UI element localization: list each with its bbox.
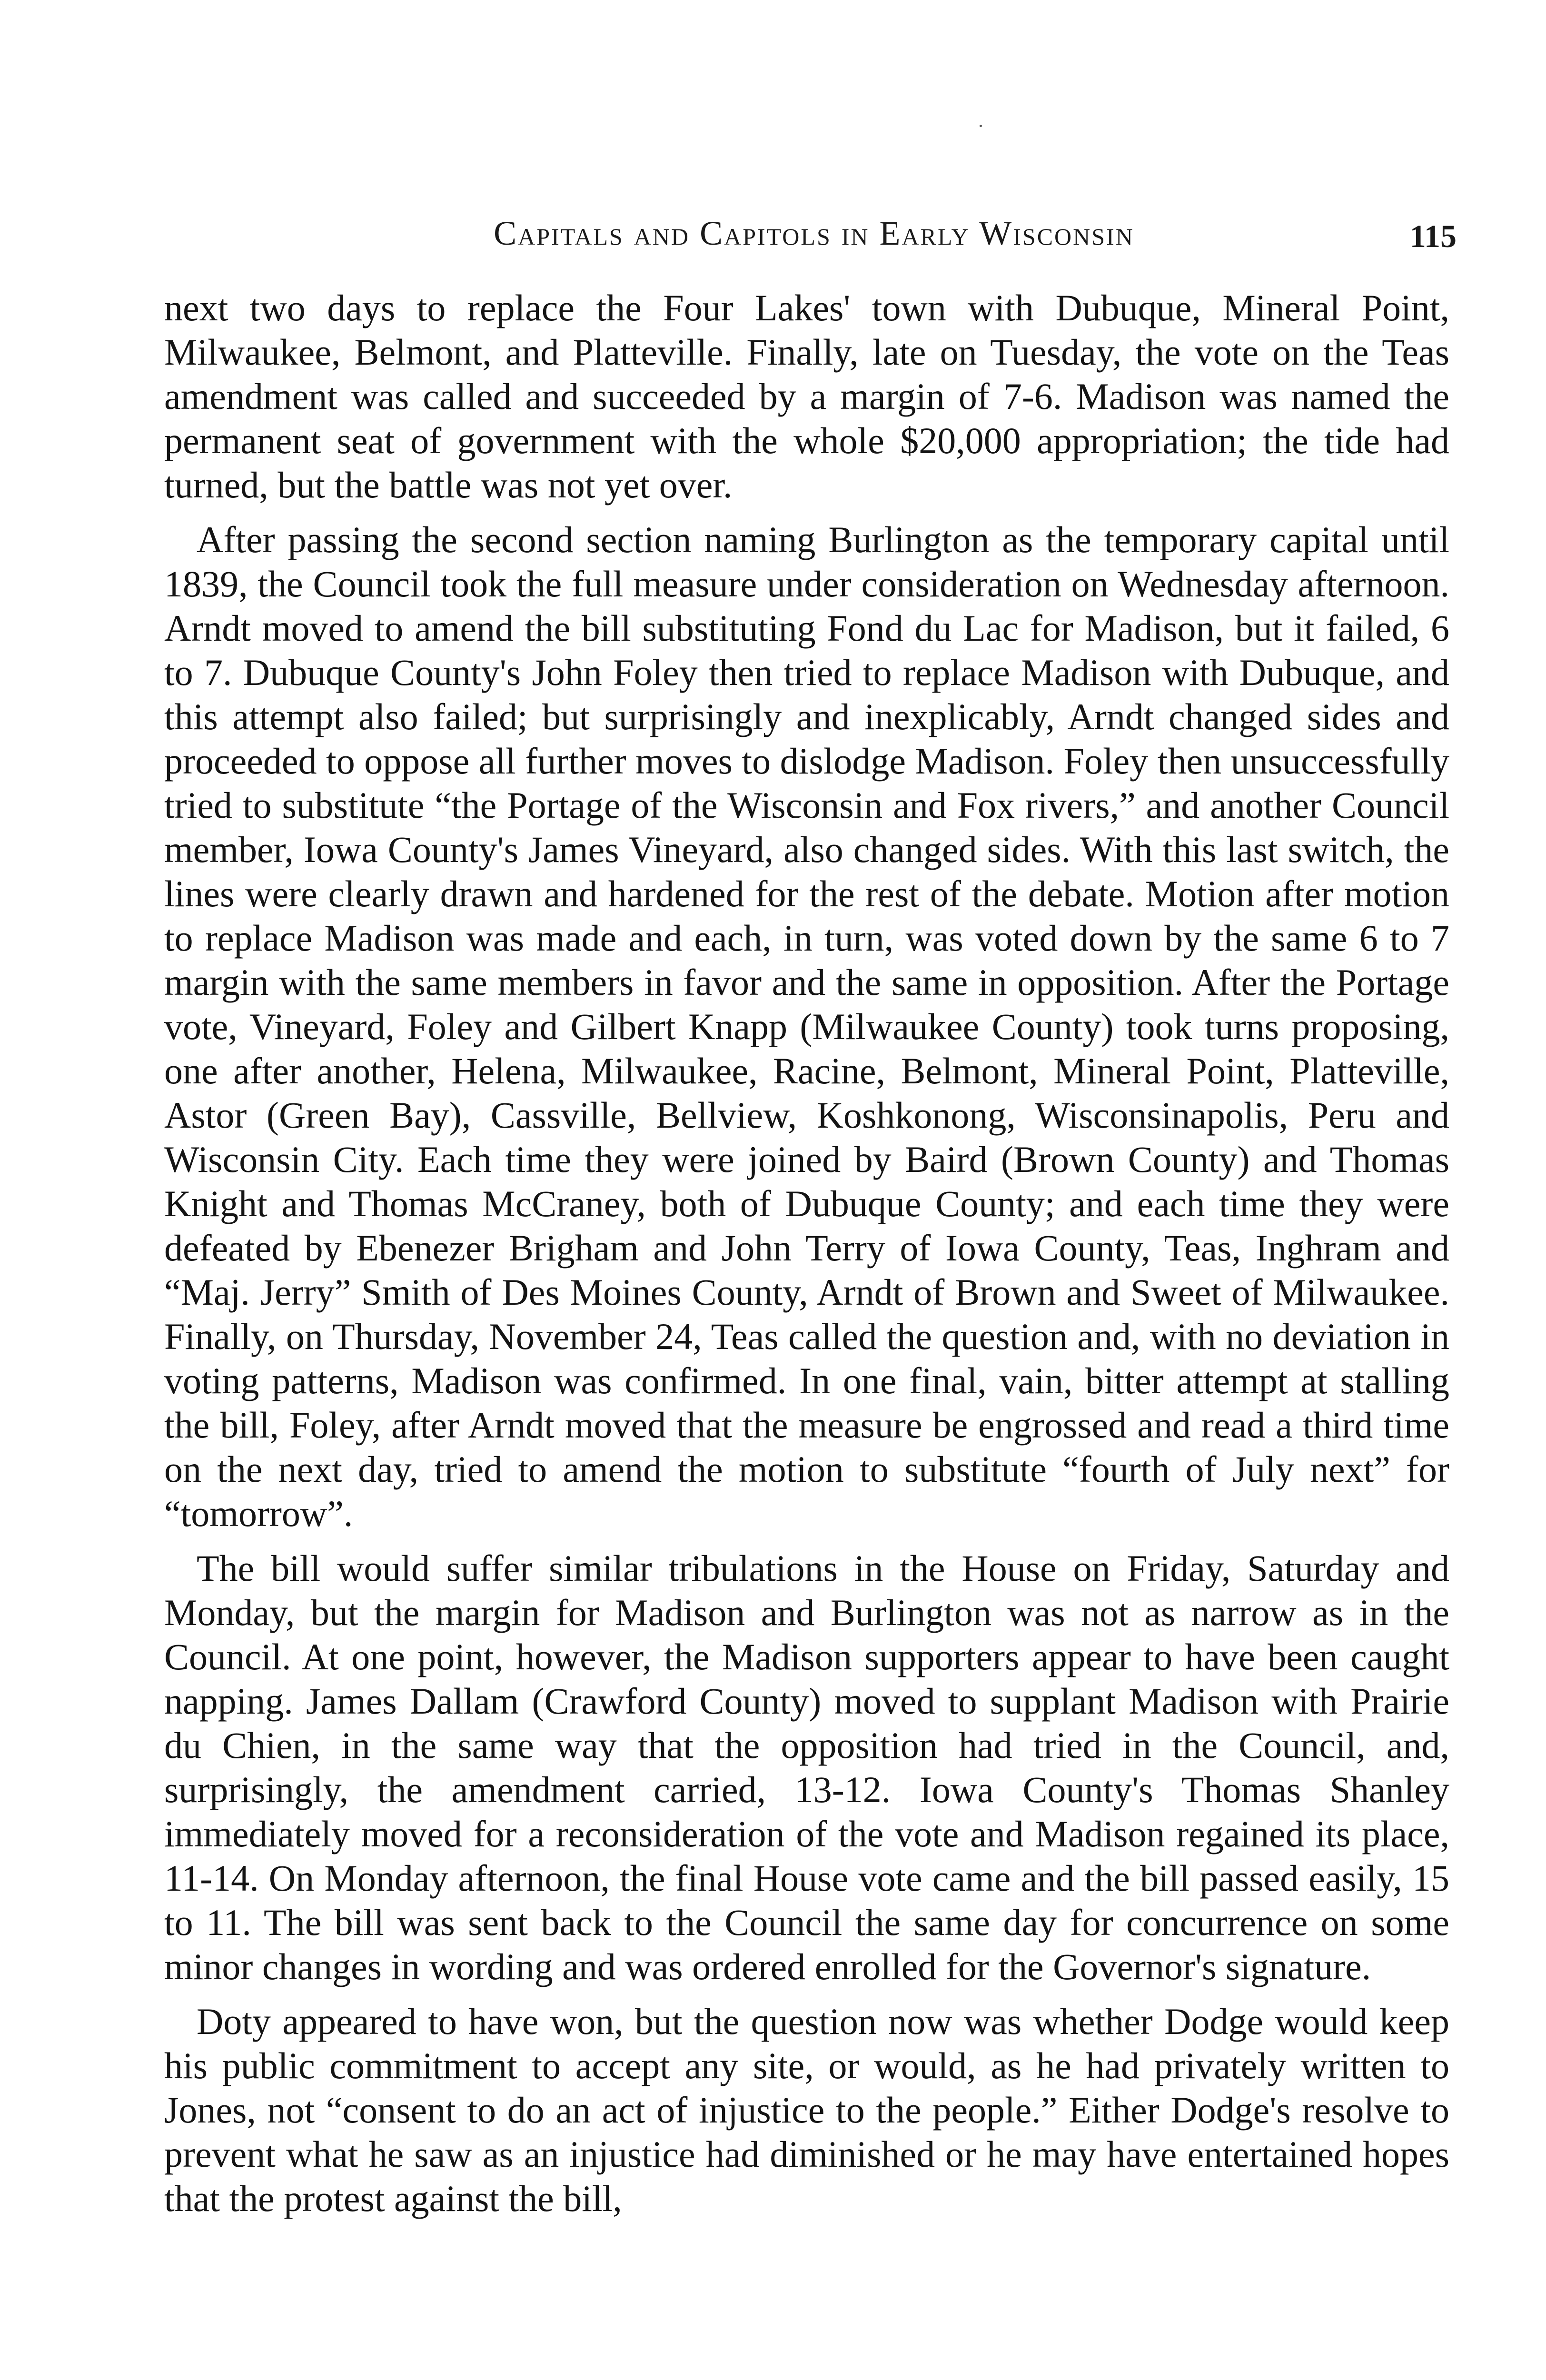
- paragraph-3: The bill would suffer similar tribulations in the House on Friday, Saturday and Monday, but the margin for Madison and Burlington was not as narrow as in the Council. At one point, however, the Madison supporters appear to have been caught napping. James Dallam (Crawford County) moved to supplant Madison with Prairie du Chien, in the same way that the opposition had tried in the Council, and, surprisingly, the amendment carried, 13-12. Iowa County's Thomas Shanley immediately moved for a reconsideration of the vote and Madison regained its place, 11-14. On Monday afternoon, the final House vote came and the bill passed easily, 15 to 11. The bill was sent back to the Council the same day for concurrence on some minor changes in wording and was ordered enrolled for the Governor's signature.: [164, 1547, 1449, 1987]
- running-head: [171, 212, 1457, 255]
- paragraph-4: Doty appeared to have won, but the question now was whether Dodge would keep his public commitment to accept any site, or would, as he had privately written to Jones, not “consent to do an act of injustice to the people.” Either Dodge's resolve to prevent what he saw as an injustice had diminished or he may have entertained hopes that the protest against the bill,: [164, 2001, 1449, 2219]
- page-number: 115: [1409, 218, 1457, 254]
- paragraph-1: next two days to replace the Four Lakes' town with Dubuque, Mineral Point, Milwaukee, Belmont, and Platteville. Finally, late on Tuesday, the vote on the Teas amendment was called and succeeded by a margin of 7-6. Madison was named the permanent seat of government with the whole $20,000 appropriation; the tide had turned, but the battle was not yet over.: [164, 287, 1449, 506]
- body-text: [164, 286, 1449, 2380]
- running-title: Capitals and Capitols in Early Wisconsin: [494, 214, 1134, 252]
- paragraph-2: After passing the second section naming Burlington as the temporary capital until 1839, the Council took the full measure under consideration on Wednesday afternoon. Arndt moved to amend the bill substituting Fond du Lac for Madison, but it failed, 6 to 7. Dubuque County's John Foley then tried to replace Madison with Dubuque, and this attempt also failed; but surprisingly and inexplicably, Arndt changed sides and proceeded to oppose all further moves to dislodge Madison. Foley then unsuccessfully tried to substitute “the Portage of the Wisconsin and Fox rivers,” and another Council member, Iowa County's James Vineyard, also changed sides. With this last switch, the lines were clearly drawn and hardened for the rest of the debate. Motion after motion to replace Madison was made and each, in turn, was voted down by the same 6 to 7 margin with the same members in favor and the same in opposition. After the Portage vote, Vineyard, Foley and Gilbert Knapp (Milwaukee County) took turns proposing, one after another, Helena, Milwaukee, Racine, Belmont, Mineral Point, Platteville, Astor (Green Bay), Cassville, Bellview, Koshkonong, Wisconsinapolis, Peru and Wisconsin City. Each time they were joined by Baird (Brown County) and Thomas Knight and Thomas McCraney, both of Dubuque County; and each time they were defeated by Ebenezer Brigham and John Terry of Iowa County, Teas, Inghram and “Maj. Jerry” Smith of Des Moines County, Arndt of Brown and Sweet of Milwaukee. Finally, on Thursday, November 24, Teas called the question and, with no deviation in voting patterns, Madison was confirmed. In one final, vain, bitter attempt at stalling the bill, Foley, after Arndt moved that the measure be engrossed and read a third time on the next day, tried to amend the motion to substitute “fourth of July next” for “tomorrow”.: [164, 519, 1449, 1534]
- paper-speck: [980, 125, 982, 127]
